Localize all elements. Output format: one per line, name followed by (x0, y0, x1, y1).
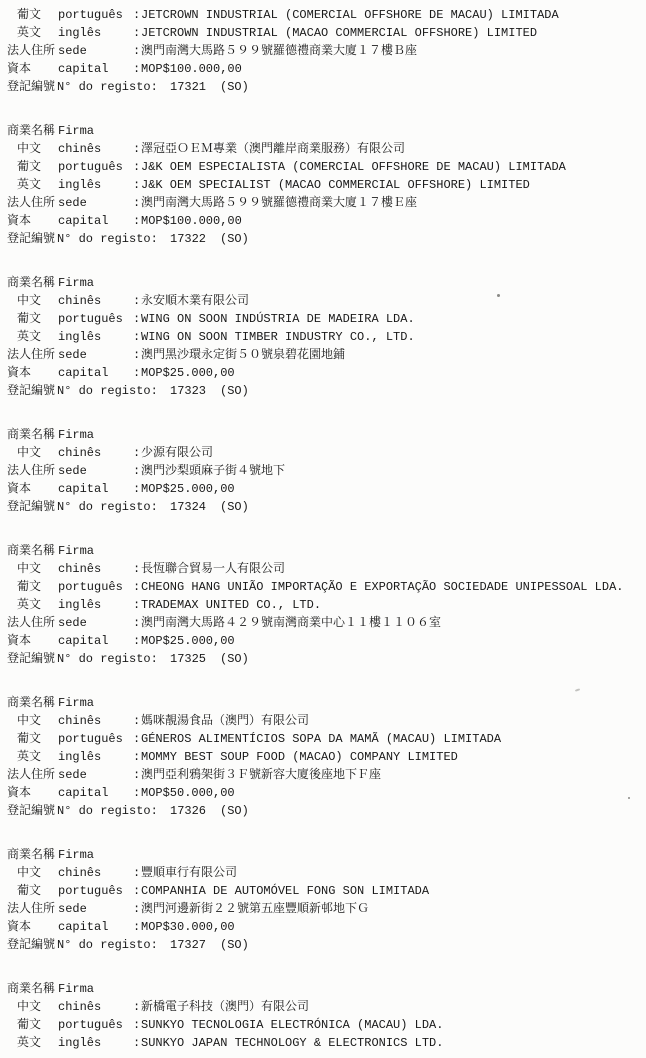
portuguese-label-zh: 葡文 (17, 1018, 42, 1032)
capital-label-zh: 資本 (7, 920, 32, 934)
colon: : (133, 330, 141, 344)
portuguese-label-pt: português (58, 732, 123, 746)
capital-label-pt: capital (58, 482, 109, 496)
row-registration-number (7, 936, 646, 954)
portuguese-label-zh: 葡文 (17, 8, 42, 22)
chinese-name-value: 媽咪靚湯食品（澳門）有限公司 (141, 714, 310, 728)
firma-label-pt: Firma (58, 124, 95, 138)
colon: : (133, 768, 141, 782)
colon: : (133, 884, 141, 898)
row-capital (7, 60, 646, 78)
portuguese-name-value: JETCROWN INDUSTRIAL (COMERCIAL OFFSHORE DE MACAU) LIMITADA (141, 8, 559, 22)
capital-label-zh: 資本 (7, 786, 32, 800)
row-firma (7, 426, 646, 444)
row-registration-number (7, 78, 646, 96)
firma-label-pt: Firma (58, 848, 95, 862)
english-label-pt: inglês (58, 1036, 102, 1050)
row-portuguese-name (7, 6, 646, 24)
chinese-name-value: 澤冠亞ＯＥＭ專業（澳門離岸商業服務）有限公司 (141, 142, 406, 156)
row-firma (7, 122, 646, 140)
row-registration-number (7, 382, 646, 400)
english-label-zh: 英文 (17, 26, 42, 40)
row-registration-number (7, 230, 646, 248)
scan-speck (497, 294, 500, 297)
colon: : (133, 482, 141, 496)
registration-suffix: (SO) (220, 500, 249, 514)
office-label-pt: sede (58, 902, 87, 916)
registry-entry-3 (7, 274, 646, 400)
colon: : (133, 312, 141, 326)
row-capital (7, 212, 646, 230)
row-registered-office (7, 462, 646, 480)
office-address-value: 澳門南灣大馬路５９９號羅德禮商業大廈１７樓Ｂ座 (141, 44, 418, 58)
capital-value: MOP$25.000,00 (141, 482, 235, 496)
row-chinese-name (7, 998, 646, 1016)
row-english-name (7, 328, 646, 346)
row-capital (7, 784, 646, 802)
row-registered-office (7, 194, 646, 212)
registration-label-pt: N° do registo: (57, 500, 158, 514)
chinese-label-pt: chinês (58, 294, 102, 308)
office-address-value: 澳門亞利鴉架街３Ｆ號新容大廈後座地下Ｆ座 (141, 768, 382, 782)
portuguese-label-zh: 葡文 (17, 884, 42, 898)
row-portuguese-name (7, 730, 646, 748)
capital-label-pt: capital (58, 62, 109, 76)
colon: : (133, 616, 141, 630)
portuguese-name-value: CHEONG HANG UNIÃO IMPORTAÇÃO E EXPORTAÇÃO SOCIEDADE UNIPESSOAL LDA. (141, 580, 624, 594)
row-chinese-name (7, 560, 646, 578)
row-portuguese-name (7, 578, 646, 596)
chinese-label-zh: 中文 (17, 714, 42, 728)
scan-speck (575, 688, 580, 692)
colon: : (133, 464, 141, 478)
portuguese-label-pt: português (58, 580, 123, 594)
row-english-name (7, 748, 646, 766)
chinese-label-zh: 中文 (17, 294, 42, 308)
chinese-label-pt: chinês (58, 1000, 102, 1014)
capital-value: MOP$100.000,00 (141, 62, 242, 76)
row-registration-number (7, 802, 646, 820)
colon: : (133, 598, 141, 612)
registry-entry-8 (7, 980, 646, 1052)
row-registered-office (7, 346, 646, 364)
colon: : (133, 8, 141, 22)
registry-entry-2 (7, 122, 646, 248)
capital-label-pt: capital (58, 786, 109, 800)
portuguese-label-pt: português (58, 312, 123, 326)
row-portuguese-name (7, 882, 646, 900)
colon: : (133, 634, 141, 648)
chinese-name-value: 新橋電子科技（澳門）有限公司 (141, 1000, 310, 1014)
colon: : (133, 562, 141, 576)
chinese-name-value: 長恆聯合貿易一人有限公司 (141, 562, 286, 576)
english-name-value: SUNKYO JAPAN TECHNOLOGY & ELECTRONICS LTD. (141, 1036, 444, 1050)
registration-label-pt: N° do registo: (57, 804, 158, 818)
firma-label-zh: 商業名稱 (7, 982, 56, 996)
row-registered-office (7, 766, 646, 784)
office-address-value: 澳門沙梨頭麻子街４號地下 (141, 464, 286, 478)
chinese-name-value: 永安順木業有限公司 (141, 294, 250, 308)
english-label-pt: inglês (58, 750, 102, 764)
registration-number-value: 17322 (170, 232, 207, 246)
row-firma (7, 542, 646, 560)
colon: : (133, 750, 141, 764)
row-firma (7, 980, 646, 998)
registration-label-zh: 登記編號 (7, 232, 56, 246)
row-registration-number (7, 498, 646, 516)
colon: : (133, 786, 141, 800)
registration-suffix: (SO) (220, 384, 249, 398)
registry-entry-1 (7, 6, 646, 96)
colon: : (133, 294, 141, 308)
english-label-pt: inglês (58, 598, 102, 612)
colon: : (133, 920, 141, 934)
office-address-value: 澳門南灣大馬路５９９號羅德禮商業大廈１７樓Ｅ座 (141, 196, 418, 210)
colon: : (133, 160, 141, 174)
colon: : (133, 62, 141, 76)
colon: : (133, 196, 141, 210)
capital-label-zh: 資本 (7, 214, 32, 228)
portuguese-name-value: J&K OEM ESPECIALISTA (COMERCIAL OFFSHORE DE MACAU) LIMITADA (141, 160, 566, 174)
registration-number-value: 17325 (170, 652, 207, 666)
registration-suffix: (SO) (220, 652, 249, 666)
capital-label-pt: capital (58, 366, 109, 380)
colon: : (133, 348, 141, 362)
registry-entry-7 (7, 846, 646, 954)
firma-label-zh: 商業名稱 (7, 428, 56, 442)
registration-label-zh: 登記編號 (7, 80, 56, 94)
colon: : (133, 902, 141, 916)
firma-label-zh: 商業名稱 (7, 124, 56, 138)
row-chinese-name (7, 292, 646, 310)
english-label-zh: 英文 (17, 750, 42, 764)
registration-number-value: 17323 (170, 384, 207, 398)
row-chinese-name (7, 444, 646, 462)
row-registration-number (7, 650, 646, 668)
colon: : (133, 732, 141, 746)
portuguese-label-pt: português (58, 160, 123, 174)
portuguese-label-zh: 葡文 (17, 580, 42, 594)
registration-suffix: (SO) (220, 232, 249, 246)
english-label-pt: inglês (58, 330, 102, 344)
capital-label-zh: 資本 (7, 62, 32, 76)
colon: : (133, 580, 141, 594)
colon: : (133, 714, 141, 728)
row-registered-office (7, 614, 646, 632)
row-capital (7, 480, 646, 498)
portuguese-name-value: SUNKYO TECNOLOGIA ELECTRÓNICA (MACAU) LDA. (141, 1018, 444, 1032)
capital-label-zh: 資本 (7, 634, 32, 648)
colon: : (133, 866, 141, 880)
office-label-pt: sede (58, 196, 87, 210)
row-english-name (7, 596, 646, 614)
office-label-zh: 法人住所 (7, 768, 56, 782)
office-address-value: 澳門南灣大馬路４２９號南灣商業中心１１樓１１０６室 (141, 616, 442, 630)
english-name-value: MOMMY BEST SOUP FOOD (MACAO) COMPANY LIMITED (141, 750, 458, 764)
colon: : (133, 366, 141, 380)
registration-label-zh: 登記編號 (7, 938, 56, 952)
registration-number-value: 17327 (170, 938, 207, 952)
colon: : (133, 142, 141, 156)
chinese-label-pt: chinês (58, 866, 102, 880)
registration-label-zh: 登記編號 (7, 804, 56, 818)
colon: : (133, 178, 141, 192)
colon: : (133, 1000, 141, 1014)
capital-value: MOP$30.000,00 (141, 920, 235, 934)
capital-label-zh: 資本 (7, 482, 32, 496)
row-firma (7, 694, 646, 712)
colon: : (133, 446, 141, 460)
row-chinese-name (7, 140, 646, 158)
chinese-name-value: 豐順車行有限公司 (141, 866, 238, 880)
firma-label-zh: 商業名稱 (7, 276, 56, 290)
registration-label-pt: N° do registo: (57, 232, 158, 246)
firma-label-pt: Firma (58, 982, 95, 996)
english-name-value: WING ON SOON TIMBER INDUSTRY CO., LTD. (141, 330, 415, 344)
portuguese-label-pt: português (58, 884, 123, 898)
office-label-pt: sede (58, 44, 87, 58)
row-registered-office (7, 42, 646, 60)
portuguese-name-value: COMPANHIA DE AUTOMÓVEL FONG SON LIMITADA (141, 884, 430, 898)
row-portuguese-name (7, 1016, 646, 1034)
chinese-label-zh: 中文 (17, 562, 42, 576)
portuguese-name-value: GÉNEROS ALIMENTÍCIOS SOPA DA MAMÃ (MACAU) LIMITADA (141, 732, 502, 746)
row-chinese-name (7, 864, 646, 882)
chinese-label-zh: 中文 (17, 866, 42, 880)
office-label-zh: 法人住所 (7, 196, 56, 210)
portuguese-label-zh: 葡文 (17, 312, 42, 326)
english-name-value: J&K OEM SPECIALIST (MACAO COMMERCIAL OFFSHORE) LIMITED (141, 178, 530, 192)
registry-entry-4 (7, 426, 646, 516)
capital-value: MOP$50.000,00 (141, 786, 235, 800)
office-address-value: 澳門黑沙環永定街５０號泉碧花園地鋪 (141, 348, 346, 362)
row-capital (7, 364, 646, 382)
colon: : (133, 26, 141, 40)
english-label-zh: 英文 (17, 178, 42, 192)
row-firma (7, 274, 646, 292)
office-label-pt: sede (58, 348, 87, 362)
chinese-label-pt: chinês (58, 142, 102, 156)
registration-label-zh: 登記編號 (7, 652, 56, 666)
chinese-name-value: 少源有限公司 (141, 446, 214, 460)
portuguese-name-value: WING ON SOON INDÚSTRIA DE MADEIRA LDA. (141, 312, 415, 326)
english-label-zh: 英文 (17, 1036, 42, 1050)
registration-label-zh: 登記編號 (7, 384, 56, 398)
portuguese-label-zh: 葡文 (17, 160, 42, 174)
registration-label-pt: N° do registo: (57, 80, 158, 94)
office-label-zh: 法人住所 (7, 902, 56, 916)
office-label-zh: 法人住所 (7, 616, 56, 630)
office-label-zh: 法人住所 (7, 348, 56, 362)
firma-label-pt: Firma (58, 428, 95, 442)
registration-label-pt: N° do registo: (57, 384, 158, 398)
registration-suffix: (SO) (220, 80, 249, 94)
firma-label-zh: 商業名稱 (7, 848, 56, 862)
firma-label-zh: 商業名稱 (7, 696, 56, 710)
firma-label-pt: Firma (58, 276, 95, 290)
registry-entry-5 (7, 542, 646, 668)
office-label-pt: sede (58, 616, 87, 630)
row-english-name (7, 24, 646, 42)
capital-value: MOP$100.000,00 (141, 214, 242, 228)
registration-suffix: (SO) (220, 804, 249, 818)
row-firma (7, 846, 646, 864)
chinese-label-pt: chinês (58, 562, 102, 576)
registration-number-value: 17326 (170, 804, 207, 818)
chinese-label-zh: 中文 (17, 446, 42, 460)
capital-label-pt: capital (58, 214, 109, 228)
colon: : (133, 44, 141, 58)
row-registered-office (7, 900, 646, 918)
capital-label-pt: capital (58, 634, 109, 648)
office-label-pt: sede (58, 464, 87, 478)
chinese-label-zh: 中文 (17, 1000, 42, 1014)
colon: : (133, 1018, 141, 1032)
portuguese-label-pt: português (58, 1018, 123, 1032)
row-capital (7, 632, 646, 650)
chinese-label-pt: chinês (58, 446, 102, 460)
chinese-label-zh: 中文 (17, 142, 42, 156)
row-portuguese-name (7, 158, 646, 176)
office-label-pt: sede (58, 768, 87, 782)
portuguese-label-pt: português (58, 8, 123, 22)
capital-value: MOP$25.000,00 (141, 634, 235, 648)
registration-label-pt: N° do registo: (57, 938, 158, 952)
office-label-zh: 法人住所 (7, 44, 56, 58)
capital-label-zh: 資本 (7, 366, 32, 380)
english-name-value: TRADEMAX UNITED CO., LTD. (141, 598, 322, 612)
registry-entry-6 (7, 694, 646, 820)
colon: : (133, 1036, 141, 1050)
registration-number-value: 17324 (170, 500, 207, 514)
row-english-name (7, 176, 646, 194)
row-portuguese-name (7, 310, 646, 328)
capital-value: MOP$25.000,00 (141, 366, 235, 380)
registration-label-zh: 登記編號 (7, 500, 56, 514)
registration-label-pt: N° do registo: (57, 652, 158, 666)
firma-label-pt: Firma (58, 544, 95, 558)
scan-speck (628, 797, 630, 799)
firma-label-pt: Firma (58, 696, 95, 710)
english-label-pt: inglês (58, 26, 102, 40)
english-name-value: JETCROWN INDUSTRIAL (MACAO COMMERCIAL OFFSHORE) LIMITED (141, 26, 538, 40)
capital-label-pt: capital (58, 920, 109, 934)
firma-label-zh: 商業名稱 (7, 544, 56, 558)
english-label-zh: 英文 (17, 330, 42, 344)
row-chinese-name (7, 712, 646, 730)
registration-suffix: (SO) (220, 938, 249, 952)
row-english-name (7, 1034, 646, 1052)
english-label-zh: 英文 (17, 598, 42, 612)
office-label-zh: 法人住所 (7, 464, 56, 478)
chinese-label-pt: chinês (58, 714, 102, 728)
portuguese-label-zh: 葡文 (17, 732, 42, 746)
registration-number-value: 17321 (170, 80, 207, 94)
row-capital (7, 918, 646, 936)
english-label-pt: inglês (58, 178, 102, 192)
colon: : (133, 214, 141, 228)
office-address-value: 澳門河邊新街２２號第五座豐順新邨地下Ｇ (141, 902, 370, 916)
